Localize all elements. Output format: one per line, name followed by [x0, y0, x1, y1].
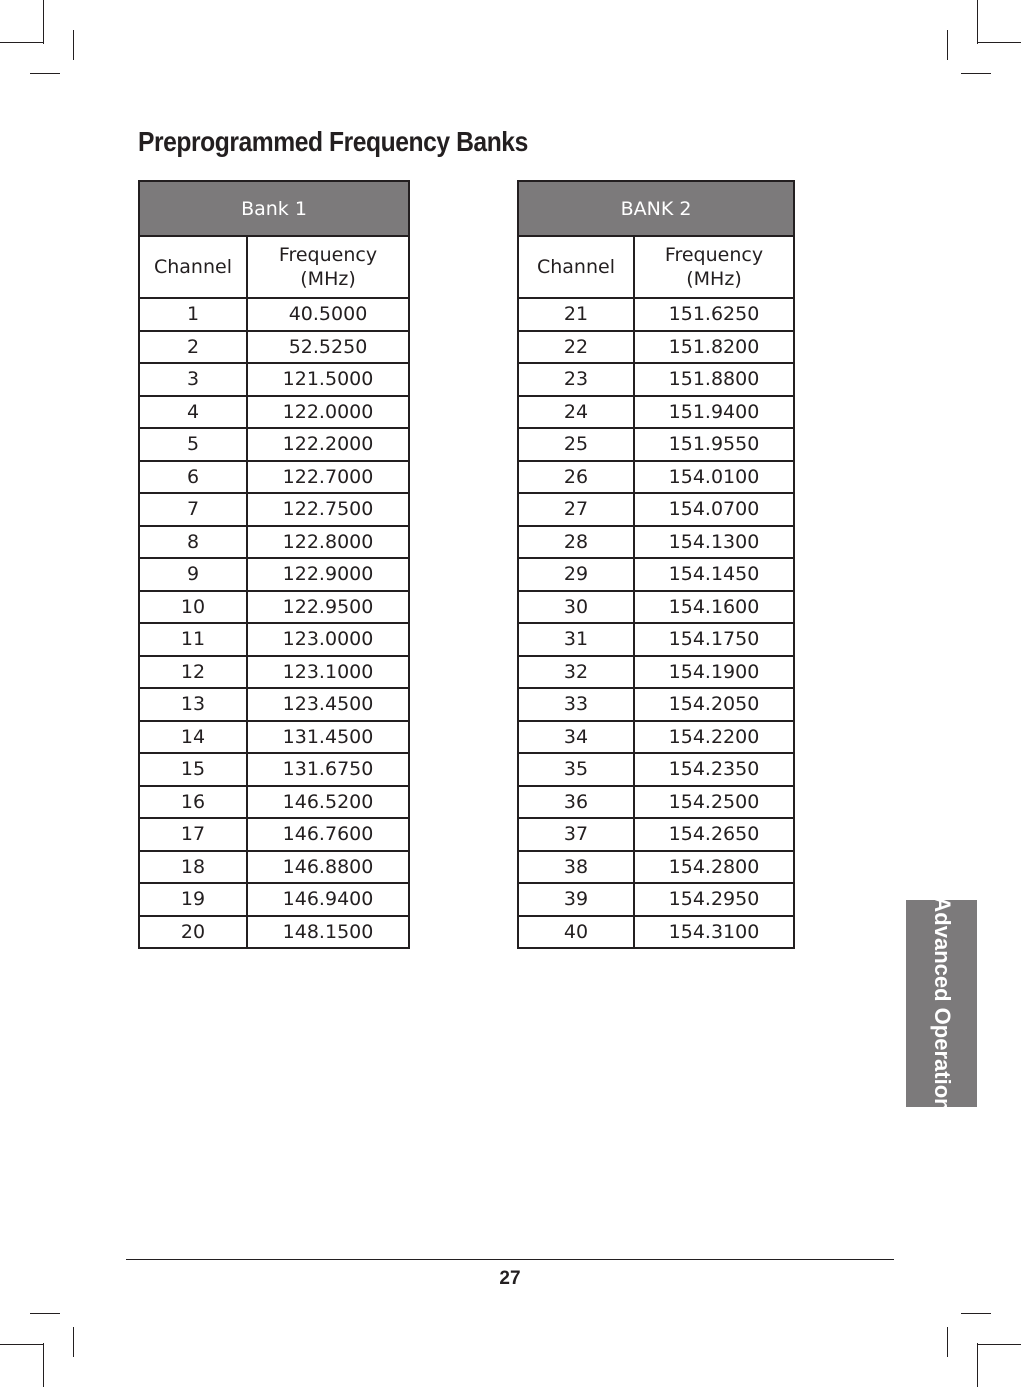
crop-mark	[977, 42, 1021, 43]
table-row	[139, 591, 409, 624]
frequency-cell: 154.1600	[634, 591, 794, 624]
bank-2-table	[517, 180, 795, 949]
section-side-tab-label: Advanced Operation	[929, 895, 955, 1112]
channel-cell: 21	[518, 298, 634, 331]
frequency-cell: 154.1900	[634, 656, 794, 689]
channel-cell: 15	[139, 753, 247, 786]
table-row	[139, 526, 409, 559]
table-row	[139, 363, 409, 396]
table-row	[139, 688, 409, 721]
table-row	[518, 558, 794, 591]
bank-1-rows	[139, 298, 409, 948]
crop-mark	[977, 1343, 978, 1387]
table-row	[139, 818, 409, 851]
frequency-cell: 122.8000	[247, 526, 409, 559]
channel-cell: 11	[139, 623, 247, 656]
frequency-cell: 151.9550	[634, 428, 794, 461]
table-row	[139, 461, 409, 494]
table-row	[139, 396, 409, 429]
table-row	[518, 818, 794, 851]
frequency-cell: 154.2200	[634, 721, 794, 754]
table-row	[518, 883, 794, 916]
channel-cell: 25	[518, 428, 634, 461]
table-row	[139, 656, 409, 689]
crop-mark	[977, 1344, 1021, 1345]
channel-cell: 13	[139, 688, 247, 721]
crop-mark	[961, 73, 991, 74]
frequency-cell: 154.2950	[634, 883, 794, 916]
section-side-tab	[906, 895, 977, 1112]
channel-cell: 10	[139, 591, 247, 624]
channel-cell: 12	[139, 656, 247, 689]
crop-mark	[30, 73, 60, 74]
channel-cell: 4	[139, 396, 247, 429]
bank-2-rows	[518, 298, 794, 948]
channel-cell: 29	[518, 558, 634, 591]
channel-cell: 7	[139, 493, 247, 526]
frequency-cell: 123.0000	[247, 623, 409, 656]
channel-cell: 36	[518, 786, 634, 819]
channel-header: Channel	[139, 236, 247, 298]
table-row	[518, 526, 794, 559]
channel-cell: 8	[139, 526, 247, 559]
frequency-cell: 148.1500	[247, 916, 409, 949]
table-row	[139, 883, 409, 916]
frequency-cell: 154.2500	[634, 786, 794, 819]
channel-cell: 34	[518, 721, 634, 754]
frequency-cell: 154.1450	[634, 558, 794, 591]
table-row	[518, 298, 794, 331]
bank-1-table	[138, 180, 410, 949]
crop-mark	[43, 0, 44, 44]
frequency-cell: 146.9400	[247, 883, 409, 916]
crop-mark	[43, 1343, 44, 1387]
channel-cell: 22	[518, 331, 634, 364]
frequency-cell: 52.5250	[247, 331, 409, 364]
channel-cell: 37	[518, 818, 634, 851]
channel-cell: 6	[139, 461, 247, 494]
crop-mark	[947, 30, 948, 60]
table-row	[518, 493, 794, 526]
crop-mark	[0, 42, 44, 43]
table-row	[518, 396, 794, 429]
frequency-cell: 131.6750	[247, 753, 409, 786]
table-row	[139, 721, 409, 754]
frequency-cell: 151.8800	[634, 363, 794, 396]
table-row	[139, 558, 409, 591]
frequency-header: Frequency (MHz)	[634, 236, 794, 298]
frequency-cell: 123.1000	[247, 656, 409, 689]
frequency-cell: 122.7500	[247, 493, 409, 526]
frequency-cell: 146.5200	[247, 786, 409, 819]
channel-cell: 33	[518, 688, 634, 721]
table-row	[518, 331, 794, 364]
channel-cell: 3	[139, 363, 247, 396]
crop-mark	[961, 1313, 991, 1314]
frequency-cell: 151.9400	[634, 396, 794, 429]
table-row	[518, 428, 794, 461]
table-row	[518, 916, 794, 949]
channel-cell: 17	[139, 818, 247, 851]
channel-cell: 38	[518, 851, 634, 884]
frequency-cell: 122.0000	[247, 396, 409, 429]
table-row	[518, 721, 794, 754]
channel-cell: 23	[518, 363, 634, 396]
channel-cell: 14	[139, 721, 247, 754]
channel-cell: 5	[139, 428, 247, 461]
crop-mark	[977, 0, 978, 44]
table-row	[518, 623, 794, 656]
footer-divider	[126, 1259, 894, 1260]
channel-cell: 39	[518, 883, 634, 916]
frequency-cell: 40.5000	[247, 298, 409, 331]
frequency-cell: 122.7000	[247, 461, 409, 494]
table-row	[518, 363, 794, 396]
channel-cell: 9	[139, 558, 247, 591]
page-title: Preprogrammed Frequency Banks	[138, 126, 528, 157]
crop-mark	[30, 1313, 60, 1314]
table-row	[518, 786, 794, 819]
table-row	[139, 851, 409, 884]
frequency-cell: 122.2000	[247, 428, 409, 461]
table-row	[139, 298, 409, 331]
bank-2-title: BANK 2	[518, 181, 794, 236]
crop-mark	[73, 1327, 74, 1357]
frequency-cell: 151.6250	[634, 298, 794, 331]
table-row	[139, 493, 409, 526]
channel-cell: 35	[518, 753, 634, 786]
frequency-cell: 154.2800	[634, 851, 794, 884]
table-row	[139, 786, 409, 819]
table-row	[139, 753, 409, 786]
table-row	[518, 656, 794, 689]
frequency-cell: 154.0100	[634, 461, 794, 494]
frequency-cell: 151.8200	[634, 331, 794, 364]
frequency-cell: 123.4500	[247, 688, 409, 721]
table-row	[518, 753, 794, 786]
frequency-cell: 154.0700	[634, 493, 794, 526]
channel-cell: 28	[518, 526, 634, 559]
channel-cell: 32	[518, 656, 634, 689]
channel-cell: 24	[518, 396, 634, 429]
crop-mark	[73, 30, 74, 60]
frequency-cell: 122.9000	[247, 558, 409, 591]
frequency-cell: 154.1300	[634, 526, 794, 559]
crop-mark	[0, 1344, 44, 1345]
channel-cell: 18	[139, 851, 247, 884]
channel-cell: 30	[518, 591, 634, 624]
frequency-cell: 154.1750	[634, 623, 794, 656]
channel-cell: 19	[139, 883, 247, 916]
frequency-cell: 154.3100	[634, 916, 794, 949]
channel-cell: 40	[518, 916, 634, 949]
frequency-cell: 131.4500	[247, 721, 409, 754]
table-row	[139, 428, 409, 461]
channel-header: Channel	[518, 236, 634, 298]
frequency-cell: 154.2650	[634, 818, 794, 851]
frequency-cell: 122.9500	[247, 591, 409, 624]
frequency-cell: 154.2350	[634, 753, 794, 786]
channel-cell: 20	[139, 916, 247, 949]
frequency-cell: 146.8800	[247, 851, 409, 884]
channel-cell: 1	[139, 298, 247, 331]
channel-cell: 26	[518, 461, 634, 494]
channel-cell: 16	[139, 786, 247, 819]
table-row	[518, 851, 794, 884]
table-row	[139, 331, 409, 364]
crop-mark	[947, 1327, 948, 1357]
bank-1-title: Bank 1	[139, 181, 409, 236]
table-row	[518, 688, 794, 721]
table-row	[139, 623, 409, 656]
frequency-cell: 146.7600	[247, 818, 409, 851]
channel-cell: 27	[518, 493, 634, 526]
table-row	[139, 916, 409, 949]
frequency-cell: 121.5000	[247, 363, 409, 396]
channel-cell: 31	[518, 623, 634, 656]
frequency-cell: 154.2050	[634, 688, 794, 721]
page-number: 27	[499, 1268, 521, 1289]
table-row	[518, 461, 794, 494]
table-row	[518, 591, 794, 624]
frequency-header: Frequency (MHz)	[247, 236, 409, 298]
channel-cell: 2	[139, 331, 247, 364]
